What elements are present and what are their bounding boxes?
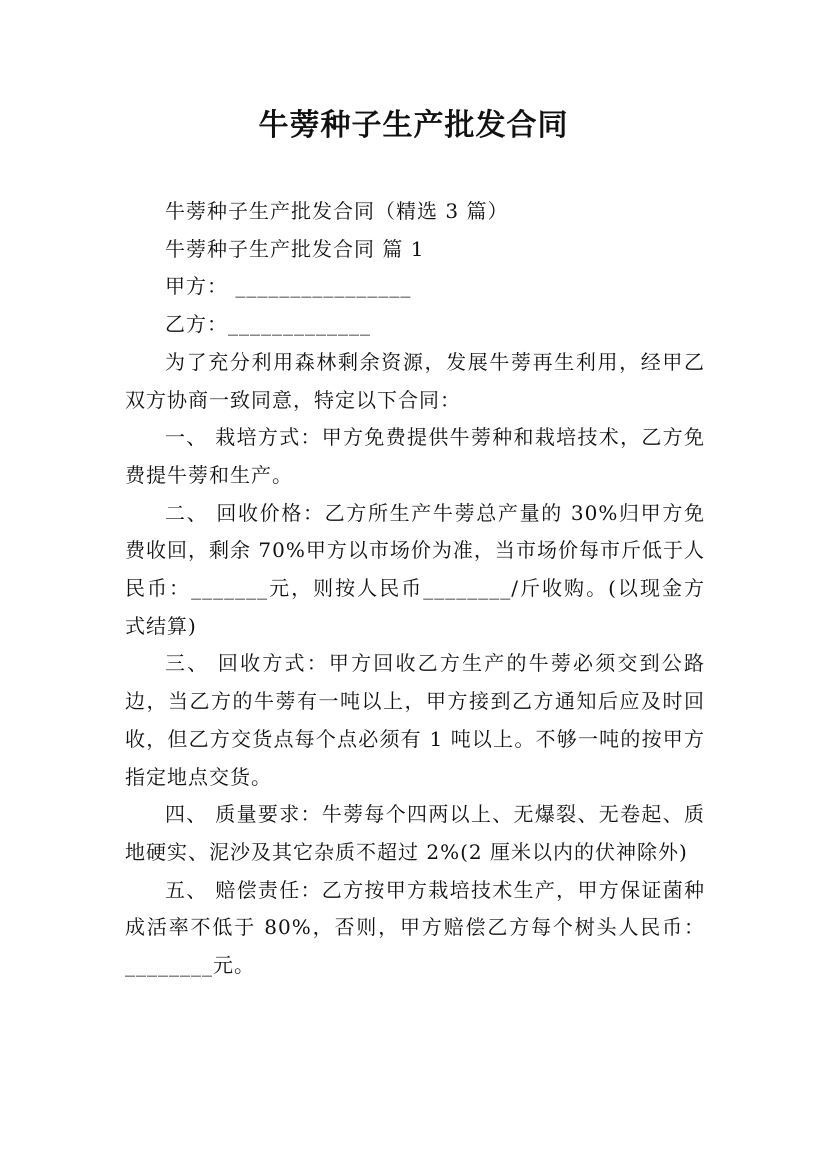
clause-collection: 三、 回收方式：甲方回收乙方生产的牛蒡必须交到公路边，当乙方的牛蒡有一吨以上，甲方接到乙方通知后应及时回收，但乙方交货点每个点必须有 1 吨以上。不够一吨的按甲方指定地点交货。 <box>125 651 705 789</box>
clause-compensation: 五、 赔偿责任：乙方按甲方栽培技术生产，甲方保证菌种成活率不低于 80%，否则，甲方赔偿乙方每个树头人民币：________元。 <box>125 877 705 978</box>
clause-price: 二、 回收价格：乙方所生产牛蒡总产量的 30%归甲方免费收回，剩余 70%甲方以市场价为准，当市场价每市斤低于人民币：_______元，则按人民币________/斤收购。(以现金方式结算) <box>125 500 705 638</box>
document-body <box>125 193 705 985</box>
party-a-line: 甲方： ________________ <box>165 274 412 299</box>
section-heading: 牛蒡种子生产批发合同 篇 1 <box>165 236 425 261</box>
party-b-line: 乙方：_____________ <box>165 312 371 337</box>
clause-quality: 四、 质量要求：牛蒡每个四两以上、无爆裂、无卷起、质地硬实、泥沙及其它杂质不超过 2%(2 厘米以内的伏神除外) <box>125 802 705 864</box>
subtitle-line: 牛蒡种子生产批发合同（精选 3 篇） <box>165 199 509 223</box>
clause-cultivation: 一、 栽培方式：甲方免费提供牛蒡种和栽培技术，乙方免费提牛蒡和生产。 <box>125 425 705 487</box>
preamble-paragraph: 为了充分利用森林剩余资源，发展牛蒡再生利用，经甲乙双方协商一致同意，特定以下合同： <box>125 349 705 412</box>
document-title: 牛蒡种子生产批发合同 <box>258 108 569 143</box>
